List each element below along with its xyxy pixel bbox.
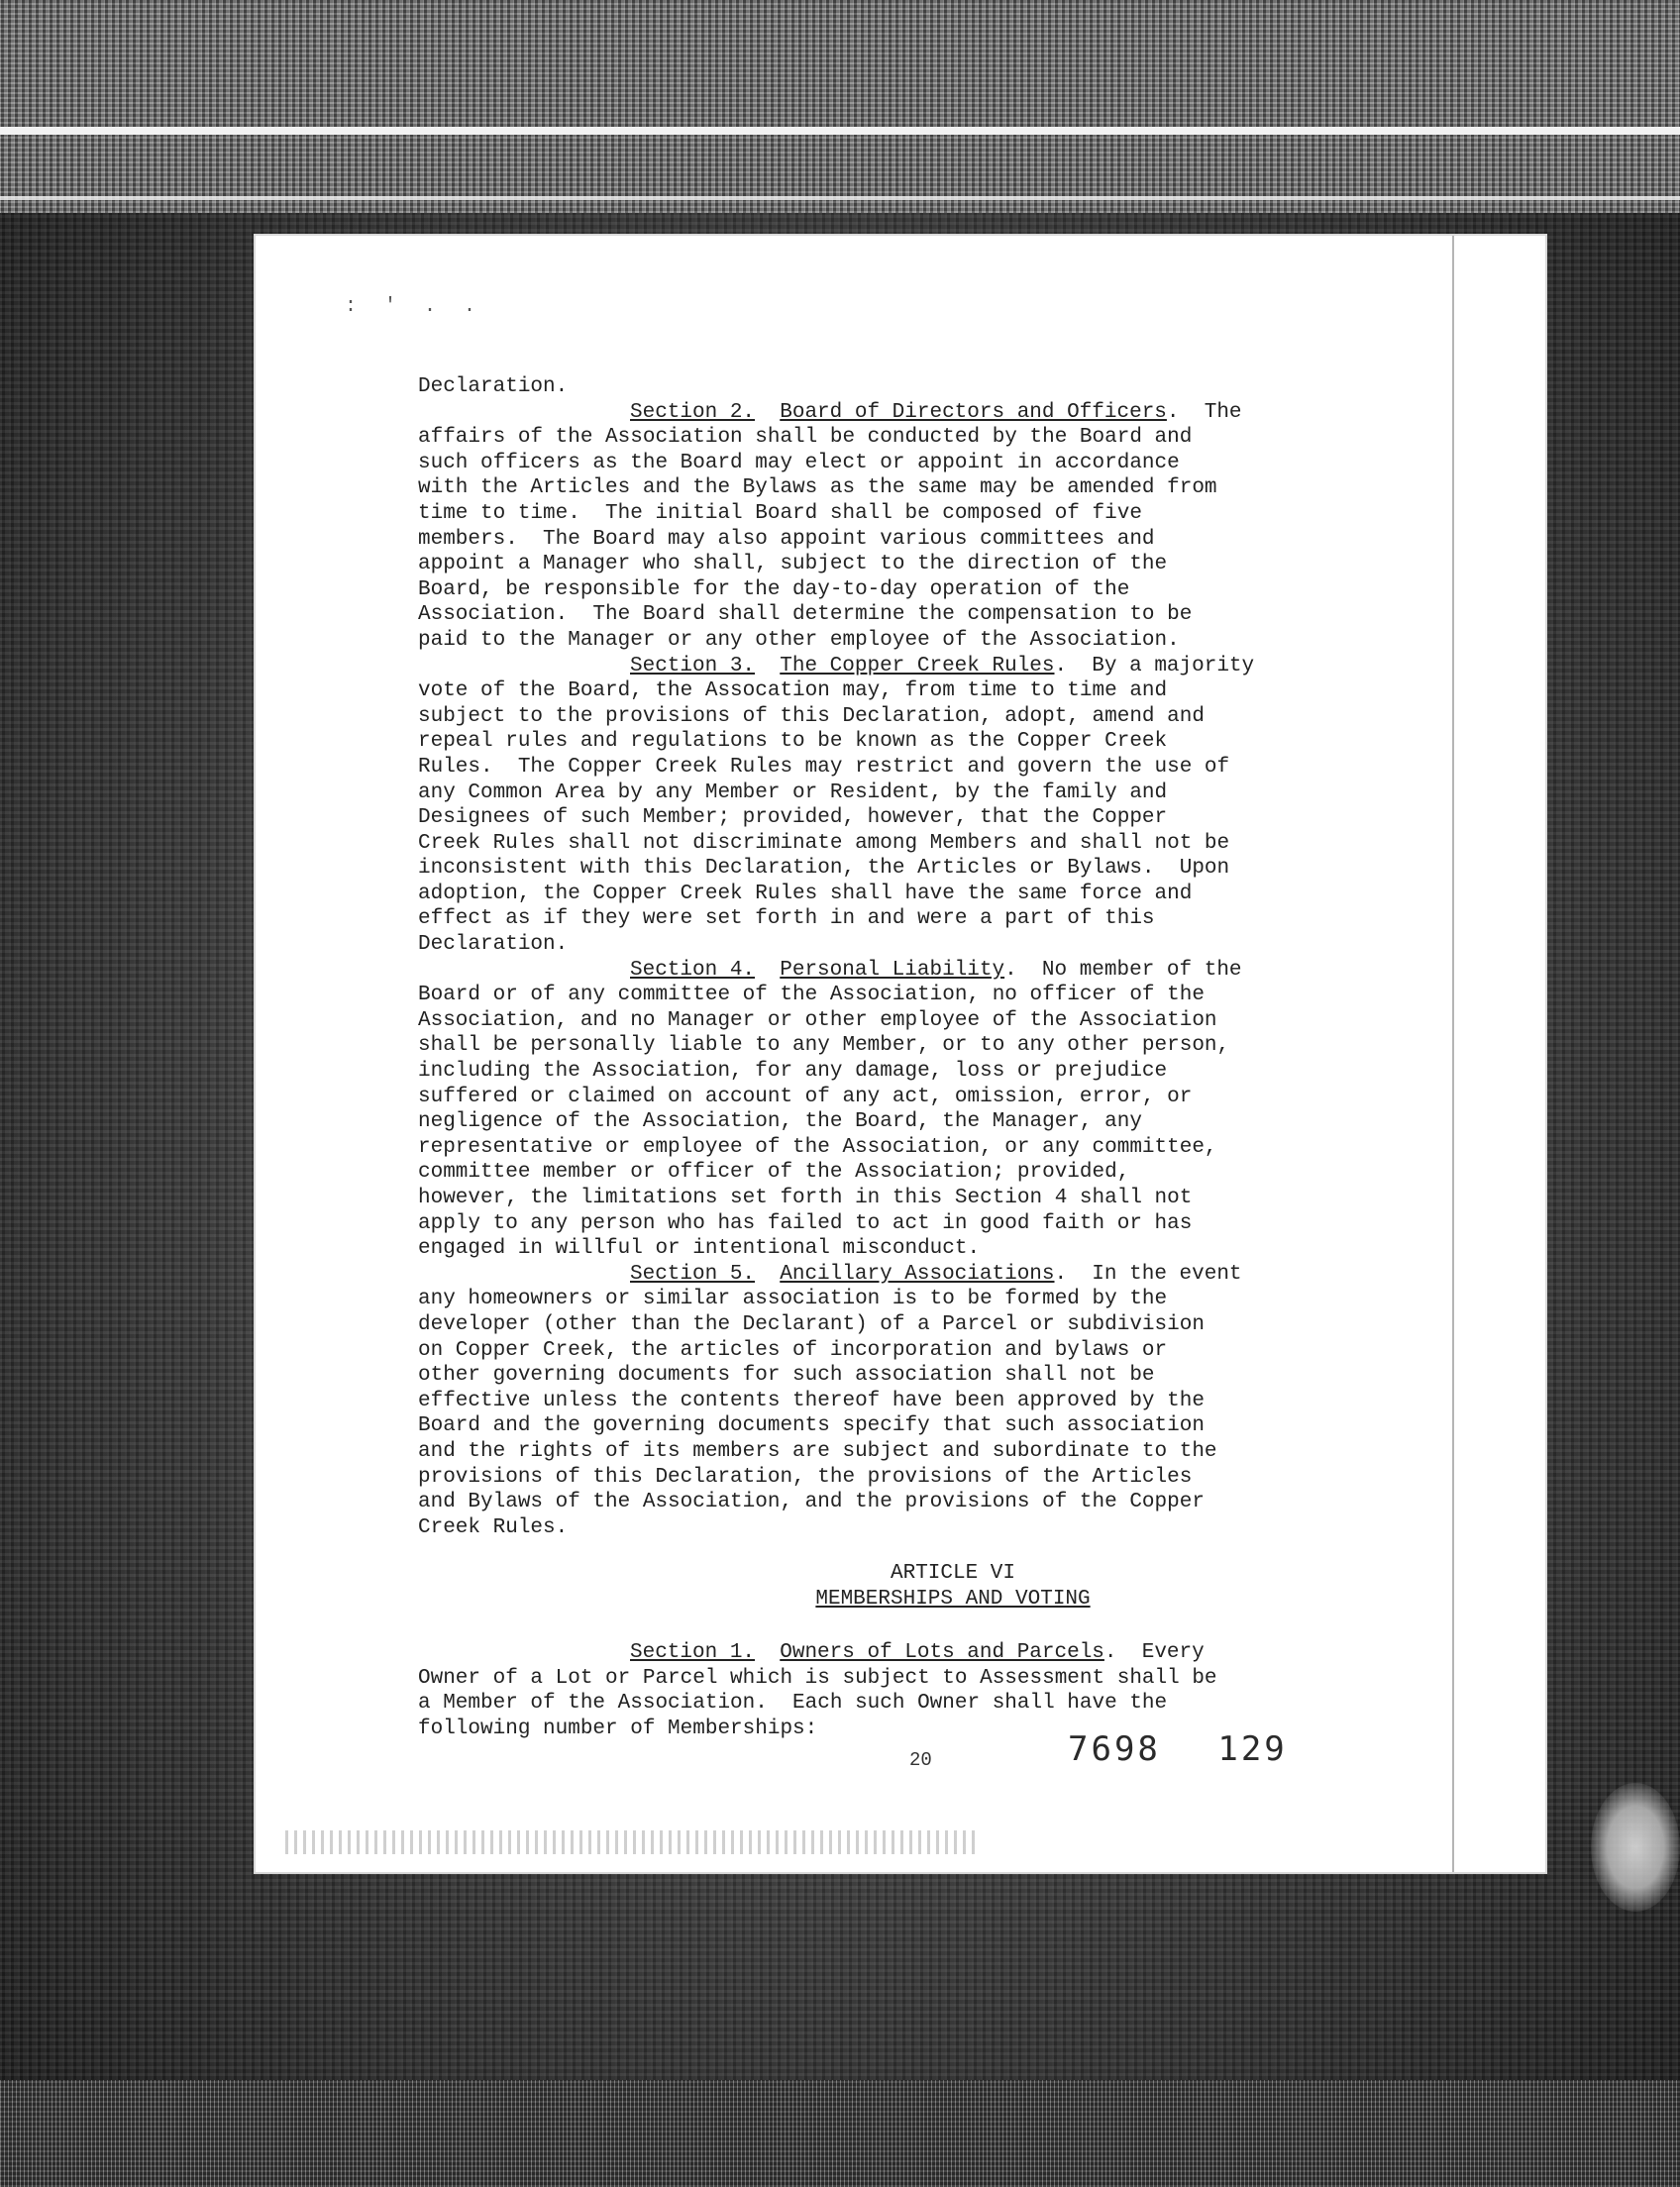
section-label: Section 1. [630,1641,756,1664]
section-lead-text: . In the event [1054,1262,1242,1286]
article-title-wrap [418,1587,1488,1613]
text-line: any Common Area by any Member or Resident, by the family and [418,781,1168,804]
text-line: Owner of a Lot or Parcel which is subject to Assessment shall be [418,1666,1217,1690]
text-line: adoption, the Copper Creek Rules shall have the same force and [418,882,1193,905]
section-lead-text: . Every [1103,1641,1205,1664]
text-line: Declaration. [418,933,569,957]
section-title: Owners of Lots and Parcels [780,1641,1104,1664]
section-label: Section 3. [630,654,756,677]
text-line: Board, be responsible for the day-to-day operation of the [418,577,1130,601]
text-line: on Copper Creek, the articles of incorporation and bylaws or [418,1338,1168,1362]
text-line: including the Association, for any damage, loss or prejudice [418,1060,1168,1084]
article-title: MEMBERSHIPS AND VOTING [815,1588,1091,1611]
text-line: Designees of such Member; provided, however, that the Copper [418,806,1168,830]
section-heading-line [418,654,1488,679]
text-line: provisions of this Declaration, the provisions of the Articles [418,1465,1193,1489]
text-line: following number of Memberships: [418,1717,818,1740]
text-line: members. The Board may also appoint various committees and [418,527,1155,551]
text-line: subject to the provisions of this Declaration, adopt, amend and [418,704,1205,728]
scan-top-border [0,0,1680,213]
text-line: vote of the Board, the Assocation may, from time to time and [418,679,1168,703]
text-line: suffered or claimed on account of any act, omission, error, or [418,1085,1193,1108]
section-label: Section 2. [630,400,756,424]
text-line: negligence of the Association, the Board, the Manager, any [418,1110,1142,1134]
text-line: Rules. The Copper Creek Rules may restrict and govern the use of [418,755,1230,779]
text-line: inconsistent with this Declaration, the Articles or Bylaws. Upon [418,857,1230,881]
text-line: engaged in willful or intentional misconduct. [418,1237,981,1261]
text-line: paid to the Manager or any other employee of the Association. [418,628,1180,652]
text-line: repeal rules and regulations to be known as the Copper Creek [418,730,1168,754]
scan-smudge [285,1830,979,1854]
section-lead-text: . No member of the [1004,958,1242,982]
text-line: Association. The Board shall determine the compensation to be [418,603,1193,627]
section-lead-text: . By a majority [1054,654,1255,677]
text-line: apply to any person who has failed to act in good faith or has [418,1211,1193,1235]
section-label: Section 4. [630,958,756,982]
text-line: developer (other than the Declarant) of a Parcel or subdivision [418,1312,1205,1336]
text-line: committee member or officer of the Association; provided, [418,1161,1130,1185]
text-line: such officers as the Board may elect or appoint in accordance [418,451,1180,474]
text-line: effect as if they were set forth in and were a part of this [418,907,1155,931]
text-line: Creek Rules. [418,1515,569,1539]
text-line: Association, and no Manager or other employee of the Association [418,1008,1217,1032]
section-heading-line [418,1640,1488,1666]
section-title: Personal Liability [780,958,1005,982]
scan-bottom-border [0,2080,1680,2187]
section-heading-line [418,1262,1488,1288]
recording-stamp: 7698 129 [1068,1729,1288,1769]
text-line: effective unless the contents thereof have been approved by the [418,1389,1205,1412]
article-section-body [418,1640,1488,1741]
scan-stain [1591,1783,1680,1912]
text-line: Board or of any committee of the Association, no officer of the [418,984,1205,1007]
text-line: Board and the governing documents specify that such association [418,1414,1205,1438]
text-line: time to time. The initial Board shall be composed of five [418,501,1142,525]
section-heading-line [418,400,1488,426]
document-page [256,236,1545,1872]
scan-speck: : ' . . [345,295,484,318]
text-line: with the Articles and the Bylaws as the same may be amended from [418,476,1217,500]
text-line: Creek Rules shall not discriminate among Members and shall not be [418,831,1230,855]
section-title: Board of Directors and Officers [780,400,1167,424]
text-line: representative or employee of the Association, or any committee, [418,1135,1217,1159]
section-label: Section 5. [630,1262,756,1286]
text-line: a Member of the Association. Each such Owner shall have the [418,1692,1168,1716]
article-number: ARTICLE VI [890,1562,1016,1585]
section-title: The Copper Creek Rules [780,654,1055,677]
document-body [418,374,1488,1540]
text-line: any homeowners or similar association is to be formed by the [418,1288,1168,1311]
text-line: and the rights of its members are subject and subordinate to the [418,1439,1217,1463]
text-line: and Bylaws of the Association, and the provisions of the Copper [418,1491,1205,1514]
text-line: however, the limitations set forth in this Section 4 shall not [418,1187,1193,1209]
top-rule-line-lower [0,196,1680,200]
text-line: appoint a Manager who shall, subject to the direction of the [418,553,1168,576]
section-title: Ancillary Associations [780,1262,1055,1286]
section-heading-line [418,958,1488,984]
text-line: Declaration. [418,375,569,398]
top-rule-line [0,127,1680,135]
text-line: other governing documents for such association shall not be [418,1364,1155,1388]
text-line: shall be personally liable to any Member, or to any other person, [418,1034,1230,1058]
page-number: 20 [909,1749,932,1771]
section-lead-text: . The [1166,400,1242,424]
text-line: affairs of the Association shall be conducted by the Board and [418,426,1193,450]
